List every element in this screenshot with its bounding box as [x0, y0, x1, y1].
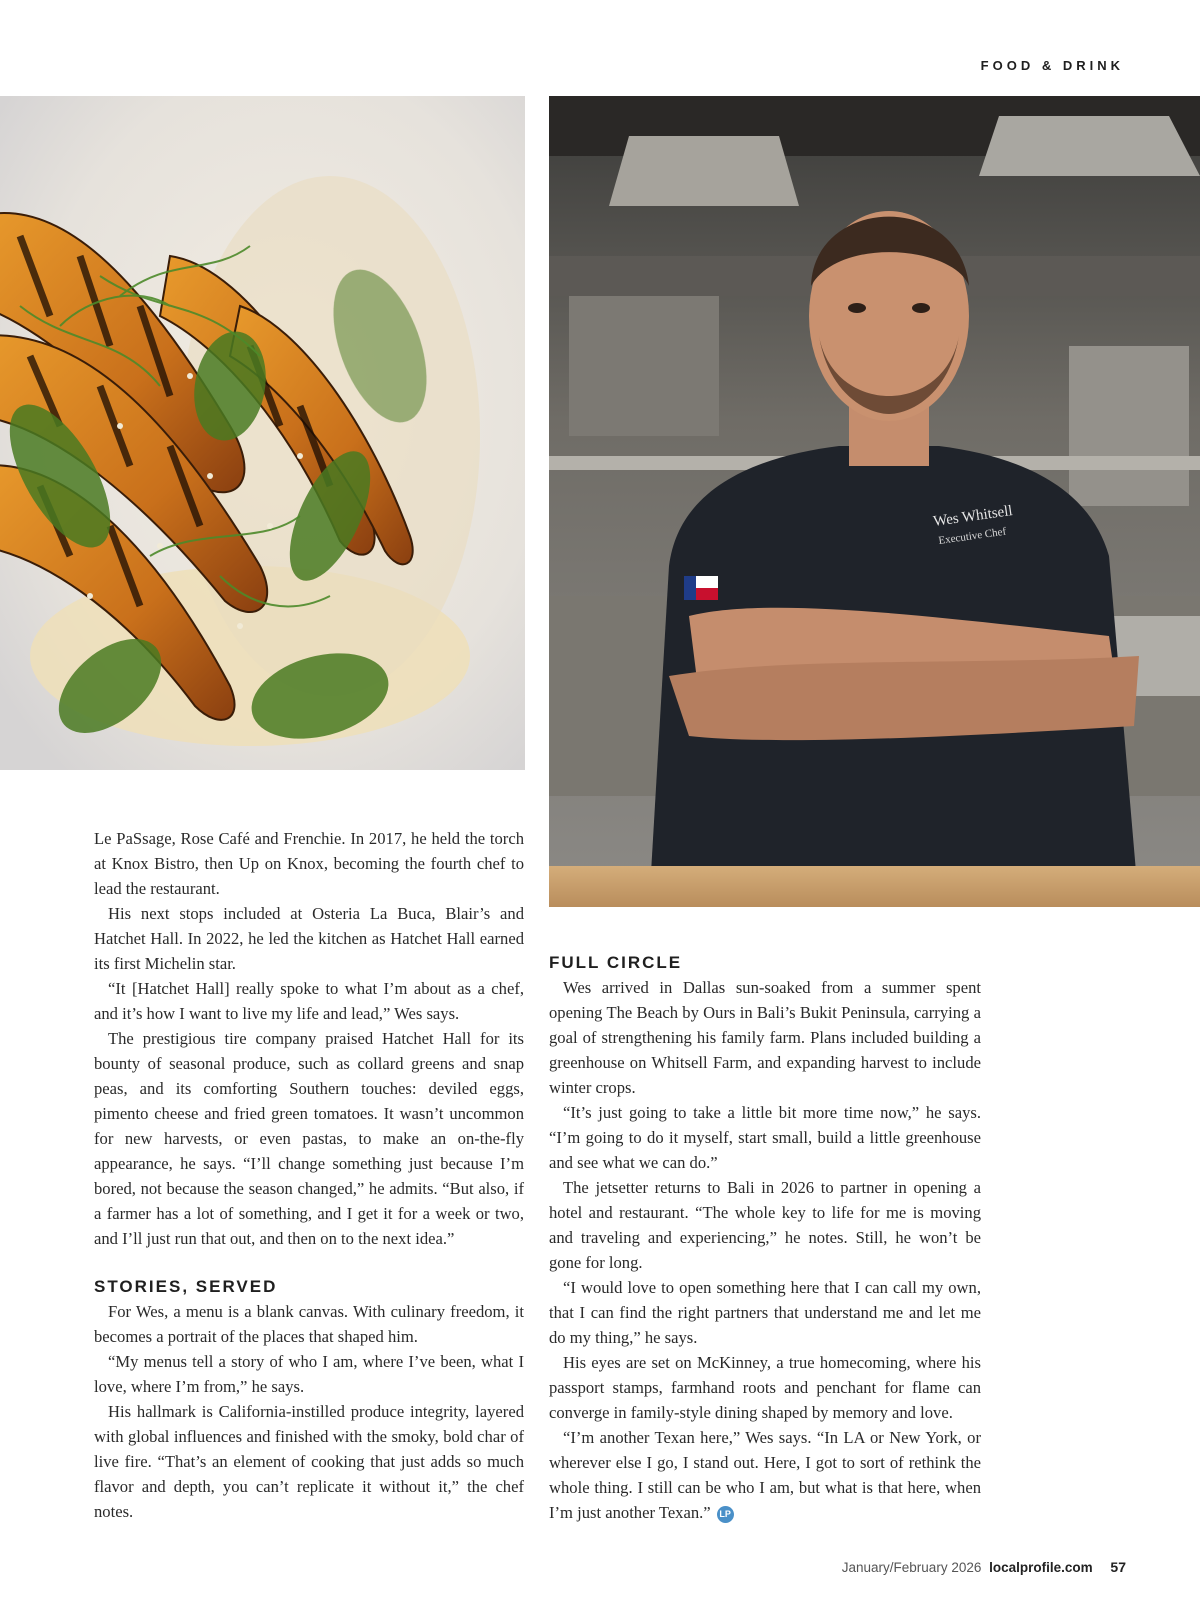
issue-date: January/February 2026	[841, 1560, 982, 1575]
site-link[interactable]: localprofile.com	[989, 1560, 1093, 1575]
chef-illustration	[549, 96, 1200, 907]
paragraph: “It [Hatchet Hall] really spoke to what I’m about as a chef, and it’s how I want to live my life and lead,” Wes says.	[94, 979, 524, 1023]
article-column-right	[549, 950, 981, 1525]
paragraph: The jetsetter returns to Bali in 2026 to partner in opening a hotel and restaurant. “The whole key to life for me is moving and traveling and experiencing,” he notes. Still, he won’t be gone for long.	[549, 1178, 981, 1272]
jacket-title: Executive Chef	[937, 525, 1007, 547]
chef-photo	[549, 96, 1200, 907]
final-paragraph	[549, 1425, 981, 1525]
section-heading: STORIES, SERVED	[94, 1277, 278, 1296]
section-heading: FULL CIRCLE	[549, 953, 683, 972]
paragraph: His next stops included at Osteria La Buca, Blair’s and Hatchet Hall. In 2022, he led the kitchen as Hatchet Hall earned its first Michelin star.	[94, 904, 524, 973]
page-footer	[842, 1559, 1126, 1575]
food-photo	[0, 96, 525, 770]
paragraph: For Wes, a menu is a blank canvas. With culinary freedom, it becomes a portrait of the places that shaped him.	[94, 1302, 524, 1346]
end-mark-icon: LP	[717, 1506, 734, 1523]
paragraph: The prestigious tire company praised Hatchet Hall for its bounty of seasonal produce, such as collard greens and snap peas, and its comforting Southern touches: deviled eggs, pimento cheese and fried green tomatoes. It wasn’t uncommon for new harvests, or even pastas, to make an on-the-fly appearance, he says. “I’ll change something just because I’m bored, not because the season changed,” he admits. “But also, if a farmer has a lot of something, and I get it for a week or two, and I’ll just run that out, and then on to the next idea.”	[94, 1029, 524, 1248]
page-number: 57	[1110, 1559, 1126, 1575]
jacket-name: Wes Whitsell	[932, 503, 1014, 530]
article-column-left	[94, 826, 524, 1524]
section-label: FOOD & DRINK	[980, 58, 1124, 73]
paragraph: “My menus tell a story of who I am, where I’ve been, what I love, where I’m from,” he says.	[94, 1352, 524, 1396]
paragraph: His eyes are set on McKinney, a true homecoming, where his passport stamps, farmhand roots and penchant for flame can converge in family-style dining shaped by memory and love.	[549, 1353, 981, 1422]
food-illustration	[0, 96, 525, 770]
paragraph: Le PaSsage, Rose Café and Frenchie. In 2017, he held the torch at Knox Bistro, then Up on Knox, becoming the fourth chef to lead the restaurant.	[94, 829, 524, 898]
paragraph: His hallmark is California-instilled produce integrity, layered with global influences and finished with the smoky, bold char of live fire. “That’s an element of cooking that just adds so much flavor and depth, you can’t replicate it without it,” the chef notes.	[94, 1402, 524, 1521]
paragraph: Wes arrived in Dallas sun-soaked from a summer spent opening The Beach by Ours in Bali’s Bukit Peninsula, carrying a goal of strengthening his family farm. Plans included building a greenhouse on Whitsell Farm, and expanding harvest to include winter crops.	[549, 978, 981, 1097]
paragraph-text: “I’m another Texan here,” Wes says. “In LA or New York, or wherever else I go, I stand out. Here, I got to sort of rethink the whole thing. I still can be who I am, but what is that here, when I’m just another Texan.”	[549, 1428, 981, 1522]
paragraph: “It’s just going to take a little bit more time now,” he says. “I’m going to do it myself, start small, build a little greenhouse and see what we can do.”	[549, 1103, 981, 1172]
paragraph: “I would love to open something here that I can call my own, that I can find the right partners that understand me and let me do my thing,” he says.	[549, 1278, 981, 1347]
